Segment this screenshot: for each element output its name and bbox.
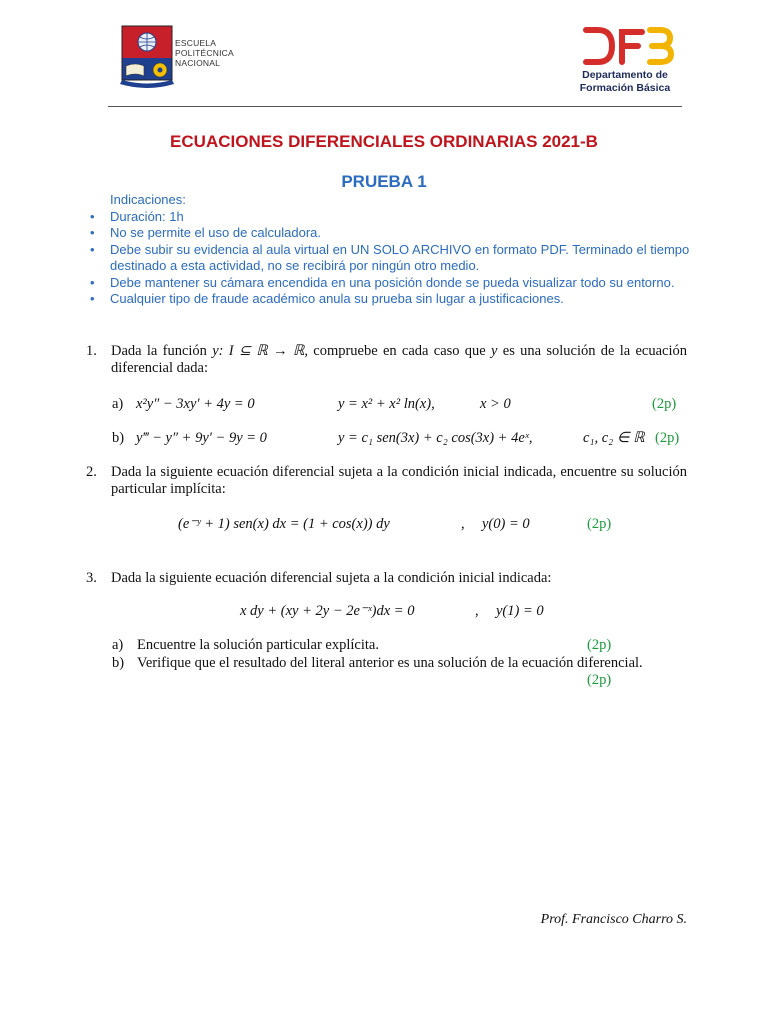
instructions-list [90,209,700,308]
q1-function-math: y: I ⊆ ℝ → ℝ [212,343,305,359]
q3b-text: Verifique que el resultado del literal anterior es una solución de la ecuación diferencial. [137,655,643,671]
q1-y-math: y [491,343,498,359]
bullet-icon: • [90,225,95,240]
header-divider [108,106,682,107]
q3a-text: Encuentre la solución particular explícita. [137,637,379,653]
instruction-item [90,291,700,308]
q1a-solution: y = x² + x² ln(x), [338,396,435,412]
dfb-line-1: Departamento de [582,69,668,81]
q1b-equation: y‴ − y″ + 9y′ − 9y = 0 [136,430,267,446]
instruction-text: Duración: 1h [110,208,184,224]
q1b-label: b) [112,430,125,446]
q3-text: Dada la siguiente ecuación diferencial sujeta a la condición inicial indicada: [111,570,552,586]
q3-number: 3. [86,570,97,586]
q2-number: 2. [86,464,97,480]
epn-name-line: ESCUELA [175,38,217,48]
q1b-solution: y = c₁ sen(3x) + c₂ cos(3x) + 4eˣ, [338,430,533,446]
instruction-text: Debe mantener su cámara encendida en una posición donde se pueda visualizar todo su entorno. [110,274,675,290]
epn-name-line: NACIONAL [175,58,221,68]
q3-separator: , [475,603,479,619]
q3-equation: x dy + (xy + 2y − 2e⁻ˣ)dx = 0 [240,603,415,619]
q2-equation: (e⁻ʸ + 1) sen(x) dx = (1 + cos(x)) dy [178,516,390,532]
q2-separator: , [461,516,465,532]
dfb-line-2: Formación Básica [579,82,671,94]
dfb-logo [582,26,674,66]
instruction-text: Cualquier tipo de fraude académico anula su prueba sin lugar a justificaciones. [110,291,564,306]
instruction-text: No se permite el uso de calculadora. [110,225,322,240]
q3-condition: y(1) = 0 [496,603,544,619]
q1-text [111,343,687,377]
instructions-heading: Indicaciones: [110,192,186,207]
q1-number: 1. [86,343,97,359]
epn-name-line: POLITÉCNICA [175,48,234,58]
q2-condition: y(0) = 0 [482,516,530,532]
bullet-icon: • [90,291,95,306]
q3b-label: b) [112,655,125,671]
document-subtitle: PRUEBA 1 [341,172,427,191]
q2-text: Dada la siguiente ecuación diferencial sujeta a la condición inicial indicada, encuentre su solución particular implícita: [111,464,687,497]
q3b-points: (2p) [587,672,612,688]
q1-text-part: , compruebe en cada caso que [304,343,492,359]
bullet-icon: • [90,241,95,257]
q1-text-part: Dada la función [111,343,213,359]
instruction-item [90,225,700,242]
q1-text-part: es una solución de la ecuación diferencial dada: [111,343,687,376]
q2-points: (2p) [587,516,612,532]
q3a-points: (2p) [587,637,612,653]
bullet-icon: • [90,274,95,290]
instruction-text: Debe subir su evidencia al aula virtual en UN SOLO ARCHIVO en formato PDF. Terminado el tiempo destinado a esta actividad, no se recibirá por ningún otro medio. [110,241,690,273]
q1a-condition: x > 0 [480,396,511,412]
instruction-item [90,209,700,226]
instructions [90,192,700,308]
dfb-department-name [560,69,690,95]
q1a-label: a) [112,396,124,412]
q1a-points: (2p) [652,396,677,412]
q3a-label: a) [112,637,124,653]
document-title: ECUACIONES DIFERENCIALES ORDINARIAS 2021-B [170,132,598,151]
q1b-points: (2p) [655,430,680,446]
instruction-item [90,242,700,275]
signature: Prof. Francisco Charro S. [540,912,687,927]
epn-name [175,38,234,68]
bullet-icon: • [90,208,95,224]
q1a-equation: x²y″ − 3xy′ + 4y = 0 [136,396,255,412]
instruction-item [90,275,700,292]
q1b-condition: c₁, c₂ ∈ ℝ [583,430,645,446]
